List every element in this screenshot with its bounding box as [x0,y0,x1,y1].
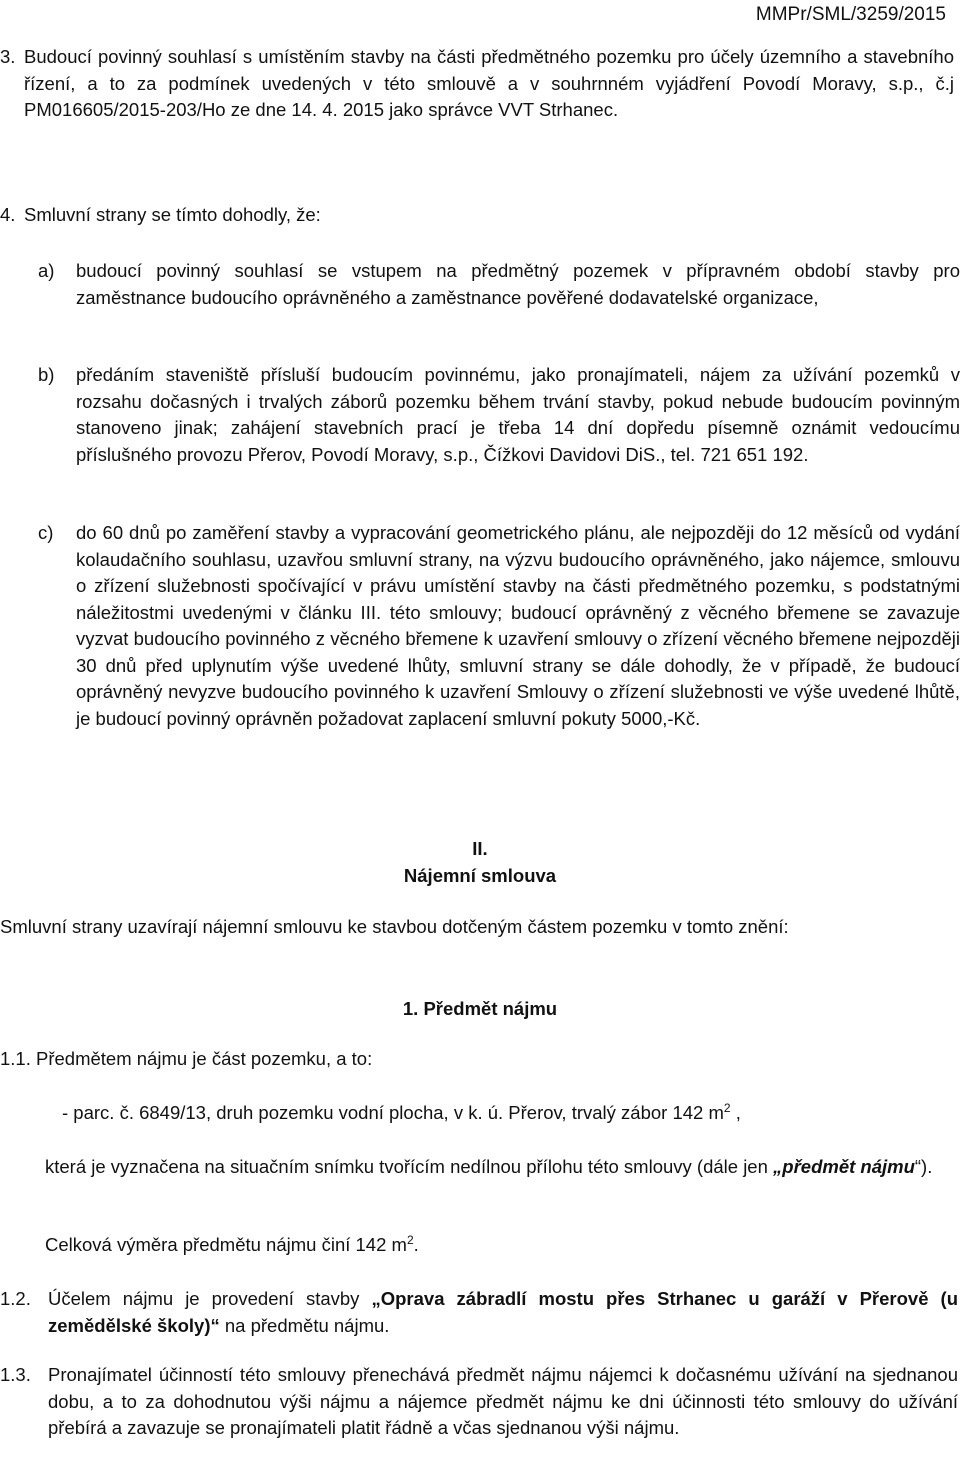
clause-4 [0,202,954,229]
clause-1-1 [0,1046,954,1073]
clause-3 [0,44,954,124]
clause-4a-text: budoucí povinný souhlasí se vstupem na předmětný pozemek v přípravném období stavby pro zaměstnance budoucího oprávněného a zaměstnance pověřené dodavatelské organizace, [76,260,960,308]
section-numeral: II. [472,838,488,859]
clause-4c-label: c) [38,522,54,543]
clause-1-2-text-end: na předmětu nájmu. [219,1314,390,1336]
clause-4a-label: a) [38,260,55,281]
clause-4b-text: předáním staveniště přísluší budoucím povinnému, jako pronajímateli, nájem za užívání pozemků v rozsahu dočasných i trvalých záborů pozemku během trvání stavby, pokud nebude budoucím povinným stanoveno jinak; zahájení stavebních prací je třeba 14 dní dopředu písemně oznámit vedoucímu příslušného provozu Přerov, Povodí Moravy, s.p., Čížkovi Davidovi DiS., tel. 721 651 192. [76,364,960,465]
clause-1-2 [0,1286,958,1339]
clause-4c-text: do 60 dnů po zaměření stavby a vypracování geometrického plánu, ale nejpozději do 12 měsíců od vydání kolaudačního souhlasu, uzavřou smluvní strany, na výzvu budoucího oprávněného, jako nájemce, smlouvu o zřízení služebnosti spočívající v právu umístění stavby na části předmětného pozemku, s podstatnými náležitostmi uvedenými v článku III. této smlouvy; budoucí oprávněný z věcného břemene se zavazuje vyzvat budoucího povinného z věcného břemene k uzavření smlouvy o zřízení věcného břemene nejpozději 30 dnů před uplynutím výše uvedené lhůty, smluvní strany se dále dohodly, že v případě, že budoucí oprávněný nevyzve budoucího povinného k uzavření Smlouvy o zřízení služebnosti ve výše uvedené lhůtě, je budoucí povinný oprávněn požadovat zaplacení smluvní pokuty 5000,-Kč. [76,522,960,729]
clause-4b-label: b) [38,364,55,385]
clause-1-3-text: Pronajímatel účinností této smlouvy přenechává předmět nájmu nájemci k dočasnému užívání na sjednanou dobu, a to za dohodnutou výši nájmu a nájemce předmět nájmu ke dni účinnosti této smlouvy do užívání přebírá a zavazuje se pronajímateli platit řádně a včas sjednanou výši nájmu. [48,1364,958,1438]
subsection-title: 1. Předmět nájmu [402,998,558,1019]
parcel-text: - parc. č. 6849/13, druh pozemku vodní plocha, v k. ú. Přerov, trvalý zábor 142 m [62,1102,724,1123]
clause-1-3 [0,1362,958,1442]
parcel-unit-exponent: 2 [723,1101,731,1115]
total-area-end: . [413,1234,419,1255]
clause-4-number: 4. [0,204,16,225]
clause-3-number: 3. [0,46,16,67]
lease-subject-definition [45,1154,958,1181]
section-intro: Smluvní strany uzavírají nájemní smlouvu ke stavbou dotčeným částem pozemku v tomto znění: [0,916,789,937]
total-area-exponent: 2 [406,1233,414,1247]
clause-1-2-text-start: Účelem nájmu je provedení stavby [48,1288,372,1309]
clause-4c [38,520,960,732]
document-reference: MMPr/SML/3259/2015 [755,4,946,25]
clause-4-text: Smluvní strany se tímto dohodly, že: [24,204,321,225]
clause-1-3-number: 1.3. [0,1364,31,1385]
clause-4a [38,258,960,311]
section-title: Nájemní smlouva [403,864,557,886]
clause-4b [38,362,960,468]
clause-1-1-number: 1.1. [0,1048,31,1069]
total-area-text: Celková výměra předmětu nájmu činí 142 m [45,1234,407,1255]
clause-1-1-text: Předmětem nájmu je část pozemku, a to: [36,1048,373,1069]
clause-1-2-text [48,1286,958,1339]
total-area [45,1232,945,1259]
construction-name: „Oprava zábradlí mostu přes Strhanec u garáží v Přerově (u zemědělské školy)“ [48,1288,958,1336]
clause-3-text: Budoucí povinný souhlasí s umístěním stavby na části předmětného pozemku pro účely územního a stavebního řízení, a to za podmínek uvedených v této smlouvě a v souhrnném vyjádření Povodí Moravy, s.p., č.j PM016605/2015-203/Ho ze dne 14. 4. 2015 jako správce VVT Strhanec. [24,46,954,120]
clause-1-2-number: 1.2. [0,1288,31,1309]
parcel-line [62,1100,952,1127]
lease-subject-term: „předmět nájmu [773,1156,915,1177]
lease-subject-definition-text: která je vyznačena na situačním snímku tvořícím nedílnou přílohu této smlouvy (dále jen [45,1156,774,1177]
lease-subject-definition-end: “). [914,1156,933,1177]
parcel-after: , [730,1102,741,1123]
section-heading [0,836,960,889]
